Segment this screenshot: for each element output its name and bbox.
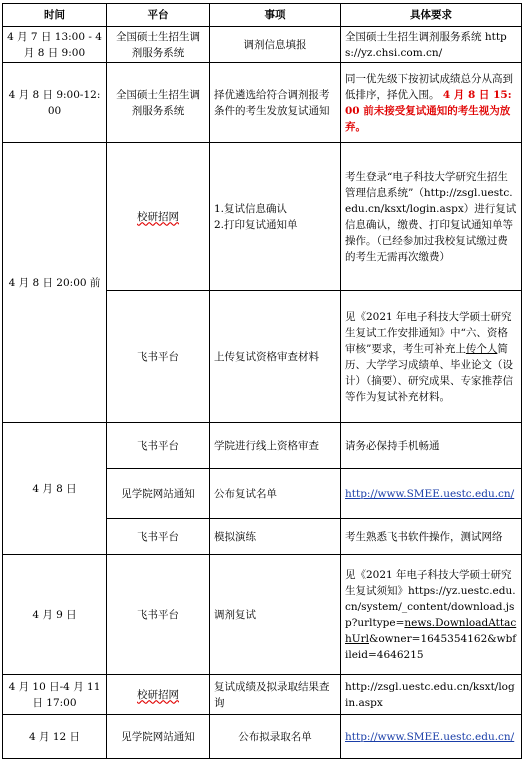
requirement-text: 同一优先级下按初试成绩总分从高到低排序，择优入围。 xyxy=(345,72,513,101)
item-cell: 择优遴选给符合调剂报考条件的考生发放复试通知 xyxy=(210,63,341,143)
time-cell: 4 月 9 日 xyxy=(3,555,107,675)
requirement-text-b: &owner=1645354162&wbfileid=4646215 xyxy=(345,632,517,661)
table-row xyxy=(3,715,522,759)
header-platform: 平台 xyxy=(107,4,210,27)
header-time: 时间 xyxy=(3,4,107,27)
platform-cell: 飞书平台 xyxy=(107,519,210,555)
platform-cell xyxy=(107,143,210,291)
item-cell: 公布复试名单 xyxy=(210,469,341,519)
table-row xyxy=(3,675,522,715)
platform-cell: 飞书平台 xyxy=(107,555,210,675)
platform-cell: 见学院网站通知 xyxy=(107,715,210,759)
platform-label: 校研招网 xyxy=(137,688,179,701)
header-requirement: 具体要求 xyxy=(341,4,522,27)
time-cell: 4 月 10 日-4 月 11 日 17:00 xyxy=(3,675,107,715)
platform-cell: 见学院网站通知 xyxy=(107,469,210,519)
header-item: 事项 xyxy=(210,4,341,27)
table-row xyxy=(3,27,522,63)
schedule-table xyxy=(2,3,522,759)
platform-cell: 全国硕士生招生调剂服务系统 xyxy=(107,63,210,143)
requirement-text-underlined: news.DownloadAttachUrl xyxy=(345,616,517,645)
requirement-cell xyxy=(341,63,522,143)
item-cell: 模拟演练 xyxy=(210,519,341,555)
smee-link[interactable]: http://www.SMEE.uestc.edu.cn/ xyxy=(345,730,515,743)
requirement-cell xyxy=(341,469,522,519)
table-row xyxy=(3,423,522,469)
requirement-cell: 全国硕士生招生调剂服务系统 https://yz.chsi.com.cn/ xyxy=(341,27,522,63)
requirement-cell: 考生登录“电子科技大学研究生招生管理信息系统”（http://zsgl.uestc.edu.cn/ksxt/login.aspx）进行复试信息确认，缴费、打印复试通知单等操作。（已经参加过我校复试缴过费的考生无需再次缴费） xyxy=(341,143,522,291)
item-cell: 上传复试资格审查材料 xyxy=(210,291,341,423)
requirement-text-a: 见《2021 年电子科技大学硕士研究生复试工作安排通知》中“六、资格审核”要求，考生可补充上 xyxy=(345,310,512,355)
item-step-1: 1.复试信息确认 xyxy=(214,202,288,215)
platform-label: 校研招网 xyxy=(137,210,179,223)
table-row xyxy=(3,63,522,143)
item-cell xyxy=(210,143,341,291)
platform-cell: 飞书平台 xyxy=(107,423,210,469)
requirement-cell xyxy=(341,715,522,759)
table-row xyxy=(3,143,522,291)
item-cell: 调剂信息填报 xyxy=(210,27,341,63)
time-cell: 4 月 8 日 xyxy=(3,423,107,555)
table-row xyxy=(3,555,522,675)
requirement-cell xyxy=(341,555,522,675)
requirement-text-underlined: 传个人 xyxy=(465,342,498,355)
requirement-text-b: 简历、大学学习成绩单、毕业论文（设计）（摘要）、研究成果、专家推荐信等作为复试补充材料。 xyxy=(345,342,513,403)
platform-cell xyxy=(107,675,210,715)
smee-link[interactable]: http://www.SMEE.uestc.edu.cn/ xyxy=(345,487,515,500)
requirement-text-a: 见《2021 年电子科技大学硕士研究生复试须知》https://yz.uestc.edu.cn/system/_content/download.jsp?urltype= xyxy=(345,568,516,629)
platform-cell: 飞书平台 xyxy=(107,291,210,423)
time-cell: 4 月 7 日 13:00 - 4 月 8 日 9:00 xyxy=(3,27,107,63)
header-row xyxy=(3,4,522,27)
time-cell: 4 月 12 日 xyxy=(3,715,107,759)
deadline-warning: 4 月 8 日 15:00 前未接受复试通知的考生视为放弃。 xyxy=(345,88,512,133)
item-step-2: 2.打印复试通知单 xyxy=(214,218,298,231)
requirement-cell: http://zsgl.uestc.edu.cn/ksxt/login.aspx xyxy=(341,675,522,715)
requirement-cell: 考生熟悉飞书软件操作，测试网络 xyxy=(341,519,522,555)
item-cell: 公布拟录取名单 xyxy=(210,715,341,759)
requirement-cell: 请务必保持手机畅通 xyxy=(341,423,522,469)
time-cell: 4 月 8 日 9:00-12:00 xyxy=(3,63,107,143)
requirement-cell xyxy=(341,291,522,423)
platform-cell: 全国硕士生招生调剂服务系统 xyxy=(107,27,210,63)
item-cell: 复试成绩及拟录取结果查询 xyxy=(210,675,341,715)
time-cell: 4 月 8 日 20:00 前 xyxy=(3,143,107,423)
item-cell: 学院进行线上资格审查 xyxy=(210,423,341,469)
item-cell: 调剂复试 xyxy=(210,555,341,675)
